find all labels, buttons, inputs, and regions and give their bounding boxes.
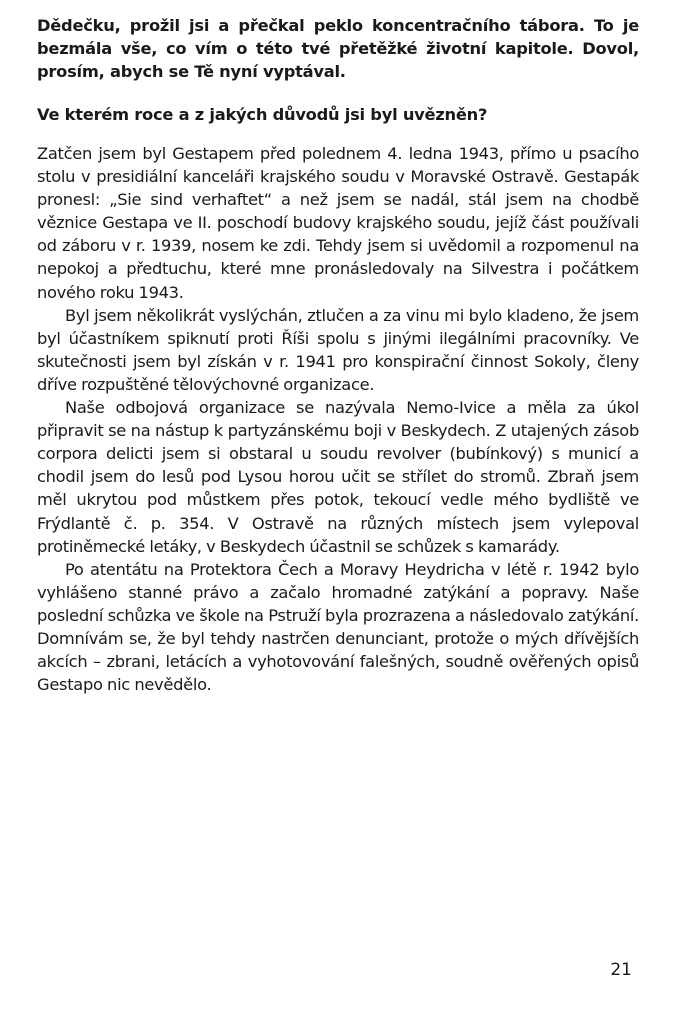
page-number: 21 bbox=[610, 960, 632, 980]
answer-body bbox=[37, 142, 639, 696]
paragraph-3: Naše odbojová organizace se nazývala Nemo-Ivice a měla za úkol připravit se na nástup k partyzánskému boji v Beskydech. Z utajených zásob corpora delicti jsem si obstaral u soudu revolver (bubínkový) s municí a chodil jsem do lesů pod Lysou horou učit se střílet do stromů. Zbraň jsem měl ukrytou pod můstkem přes potok, tekoucí vedle mého bydliště ve Frýdlantě č. p. 354. V Ostravě na různých místech jsem vylepoval protiněmecké letáky, v Beskydech účastnil se schůzek s kamarády. bbox=[37, 398, 639, 556]
paragraph-1: Zatčen jsem byl Gestapem před polednem 4. ledna 1943, přímo u psacího stolu v presidiální kanceláři krajského soudu v Moravské Ostravě. Gestapák pronesl: „Sie sind verhaftet“ a než jsem se nadál, stál jsem na chodbě věznice Gestapa ve II. poschodí budovy krajského soudu, jejíž část používali od záboru v r. 1939, nosem ke zdi. Tehdy jsem si uvědomil a rozpomenul na nepokoj a předtuchu, které mne pronásledovaly na Silvestra i počátkem nového roku 1943. bbox=[37, 144, 639, 302]
paragraph-4: Po atentátu na Protektora Čech a Moravy Heydricha v létě r. 1942 bylo vyhlášeno stanné právo a začalo hromadné zatýkání a popravy. Naše poslední schůzka ve škole na Pstruží byla prozrazena a následovalo zatýkání. Domnívám se, že byl tehdy nastrčen denunciant, protože o mých dřívějších akcích – zbrani, letácích a vyhotovování falešných, soudně ověřených opisů Gestapo nic nevědělo. bbox=[37, 559, 639, 695]
question-heading: Ve kterém roce a z jakých důvodů jsi byl uvězněn? bbox=[37, 105, 488, 124]
page-content bbox=[37, 14, 639, 696]
paragraph-2: Byl jsem několikrát vyslýchán, ztlučen a za vinu mi bylo kladeno, že jsem byl účastníkem spiknutí proti Říši spolu s jinými ilegálními pracovníky. Ve skutečnosti jsem byl získán v r. 1941 pro konspirační činnost Sokoly, členy dříve rozpuštěné tělovýchovné organizace. bbox=[37, 305, 639, 394]
intro-text: Dědečku, prožil jsi a přečkal peklo koncentračního tábora. To je bezmála vše, co vím o této tvé přetěžké životní kapitole. Dovol, prosím, abych se Tě nyní vyptával. bbox=[37, 16, 639, 81]
